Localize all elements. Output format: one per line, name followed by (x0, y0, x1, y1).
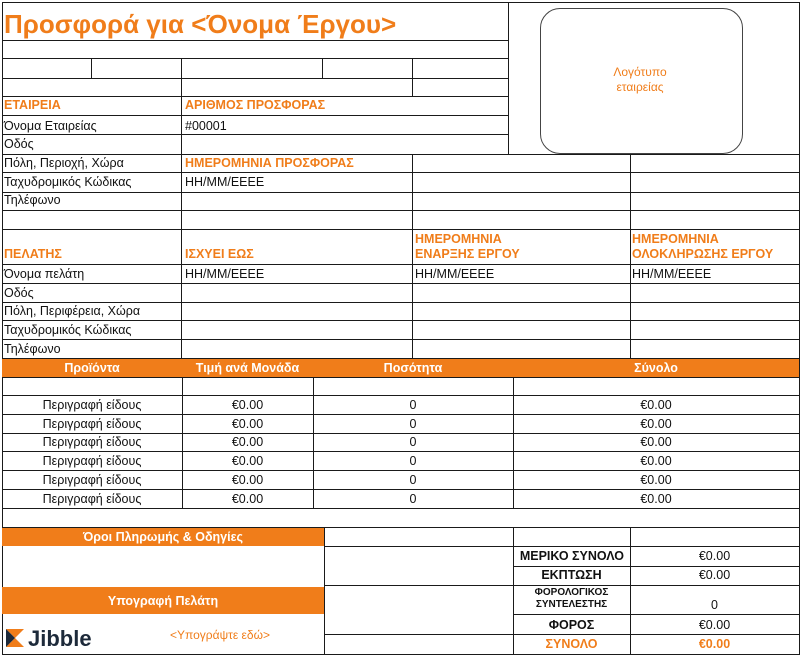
col-header-quantity: Ποσότητα (383, 361, 443, 375)
item-total[interactable]: €0.00 (640, 491, 672, 506)
tax-label: ΦΟΡΟΣ (548, 618, 595, 632)
company-street[interactable]: Οδός (4, 137, 34, 151)
item-total[interactable]: €0.00 (640, 435, 672, 450)
jibble-logo-icon (4, 626, 26, 650)
valid-until-value[interactable]: ΗΗ/ΜΜ/ΕΕΕΕ (185, 267, 265, 281)
company-phone[interactable]: Τηλέφωνο (4, 193, 61, 207)
client-street[interactable]: Οδός (4, 286, 34, 300)
item-total[interactable]: €0.00 (640, 454, 672, 469)
start-date-label-1: ΗΜΕΡΟΜΗΝΙΑ (415, 232, 502, 246)
item-quantity[interactable]: 0 (409, 472, 417, 487)
valid-until-label: ΙΣΧΥΕΙ ΕΩΣ (185, 247, 254, 261)
grid-vline (412, 154, 413, 378)
grid-vline (2, 2, 3, 655)
grand-total-value: €0.00 (698, 637, 731, 651)
client-phone[interactable]: Τηλέφωνο (4, 342, 61, 356)
start-date-label-2: ΕΝΑΡΞΗΣ ΕΡΓΟΥ (415, 247, 520, 261)
tax-rate-value[interactable]: 0 (711, 598, 718, 612)
quote-number[interactable]: #00001 (185, 119, 227, 133)
item-description[interactable]: Περιγραφή είδους (42, 398, 142, 412)
item-unit-price[interactable]: €0.00 (231, 454, 264, 469)
quote-date-label: ΗΜΕΡΟΜΗΝΙΑ ΠΡΟΣΦΟΡΑΣ (185, 156, 354, 170)
quote-number-label: ΑΡΙΘΜΟΣ ΠΡΟΣΦΟΡΑΣ (185, 98, 326, 112)
quote-date[interactable]: ΗΗ/ΜΜ/ΕΕΕΕ (185, 175, 265, 189)
grid-vline (630, 154, 631, 378)
grid-hline (2, 377, 800, 378)
grid-vline (412, 58, 413, 96)
grid-hline (2, 210, 800, 211)
grid-hline (2, 339, 800, 340)
discount-label: ΕΚΠΤΩΣΗ (541, 568, 602, 582)
grid-hline (2, 115, 508, 116)
logo-placeholder-text: Λογότυπο εταιρείας (613, 65, 667, 94)
grid-hline (2, 229, 800, 230)
start-date-value[interactable]: ΗΗ/ΜΜ/ΕΕΕΕ (415, 267, 495, 281)
discount-value[interactable]: €0.00 (698, 568, 731, 582)
grid-hline (2, 320, 800, 321)
end-date-label-1: ΗΜΕΡΟΜΗΝΙΑ (632, 232, 719, 246)
col-header-unit-price: Τιμή ανά Μονάδα (195, 361, 300, 375)
grand-total-label: ΣΥΝΟΛΟ (545, 637, 598, 651)
grid-vline (508, 2, 509, 154)
grid-hline (2, 283, 800, 284)
item-total[interactable]: €0.00 (640, 416, 672, 431)
grid-vline (91, 58, 92, 78)
subtotal-value: €0.00 (698, 549, 731, 563)
grid-hline (2, 451, 800, 452)
item-description[interactable]: Περιγραφή είδους (42, 416, 142, 431)
grid-hline (513, 614, 800, 615)
item-unit-price[interactable]: €0.00 (231, 416, 264, 431)
grid-hline (2, 78, 508, 79)
end-date-label-2: ΟΛΟΚΛΗΡΩΣΗΣ ΕΡΓΟΥ (632, 247, 774, 261)
grid-hline (2, 2, 800, 3)
tax-value: €0.00 (698, 618, 731, 632)
item-description[interactable]: Περιγραφή είδους (42, 472, 142, 487)
col-header-products: Προϊόντα (64, 361, 120, 375)
item-unit-price[interactable]: €0.00 (231, 435, 264, 450)
brand-name: Jibble (28, 626, 92, 651)
client-heading: ΠΕΛΑΤΗΣ (4, 247, 62, 261)
grid-hline (2, 264, 800, 265)
item-total[interactable]: €0.00 (640, 472, 672, 487)
grid-hline (2, 134, 508, 135)
grid-hline (2, 508, 800, 509)
item-quantity[interactable]: 0 (409, 416, 417, 431)
page-title: Προσφορά για <Όνομα Έργου> (4, 9, 397, 39)
item-description[interactable]: Περιγραφή είδους (42, 454, 142, 469)
grid-vline (322, 58, 323, 78)
grid-hline (324, 634, 800, 635)
subtotal-label: ΜΕΡΙΚΟ ΣΥΝΟΛΟ (519, 549, 624, 563)
grid-hline (2, 172, 800, 173)
grid-hline (2, 654, 800, 655)
tax-rate-label-1: ΦΟΡΟΛΟΓΙΚΟΣ (534, 587, 609, 598)
item-quantity[interactable]: 0 (409, 435, 417, 450)
item-description[interactable]: Περιγραφή είδους (42, 491, 142, 506)
client-city[interactable]: Πόλη, Περιφέρεια, Χώρα (4, 304, 141, 318)
grid-hline (2, 192, 800, 193)
signature-label: Υπογραφή Πελάτη (107, 594, 219, 608)
company-heading: ΕΤΑΙΡΕΙΑ (4, 98, 61, 112)
client-name[interactable]: Όνομα πελάτη (4, 267, 85, 281)
item-unit-price[interactable]: €0.00 (231, 491, 264, 506)
signature-placeholder[interactable]: <Υπογράψτε εδώ> (170, 628, 270, 642)
item-description[interactable]: Περιγραφή είδους (42, 435, 142, 450)
company-postal[interactable]: Ταχυδρομικός Κώδικας (4, 175, 132, 189)
item-total[interactable]: €0.00 (640, 398, 672, 412)
grid-vline (799, 2, 800, 655)
company-name[interactable]: Όνομα Εταιρείας (4, 119, 97, 133)
grid-hline (324, 585, 800, 586)
end-date-value[interactable]: ΗΗ/ΜΜ/ΕΕΕΕ (632, 267, 712, 281)
tax-rate-label-2: ΣΥΝΤΕΛΕΣΤΗΣ (535, 599, 608, 610)
item-quantity[interactable]: 0 (409, 398, 417, 412)
terms-label: Όροι Πληρωμής & Οδηγίες (82, 530, 244, 544)
item-unit-price[interactable]: €0.00 (231, 398, 264, 412)
grid-hline (324, 546, 800, 547)
client-postal[interactable]: Ταχυδρομικός Κώδικας (4, 323, 132, 337)
grid-vline (181, 58, 182, 378)
col-header-total: Σύνολο (634, 361, 678, 375)
company-city[interactable]: Πόλη, Περιοχή, Χώρα (4, 156, 124, 170)
item-quantity[interactable]: 0 (409, 491, 417, 506)
item-unit-price[interactable]: €0.00 (231, 472, 264, 487)
grid-hline (2, 58, 508, 59)
grid-hline (2, 395, 800, 396)
item-quantity[interactable]: 0 (409, 454, 417, 469)
grid-hline (2, 40, 508, 41)
